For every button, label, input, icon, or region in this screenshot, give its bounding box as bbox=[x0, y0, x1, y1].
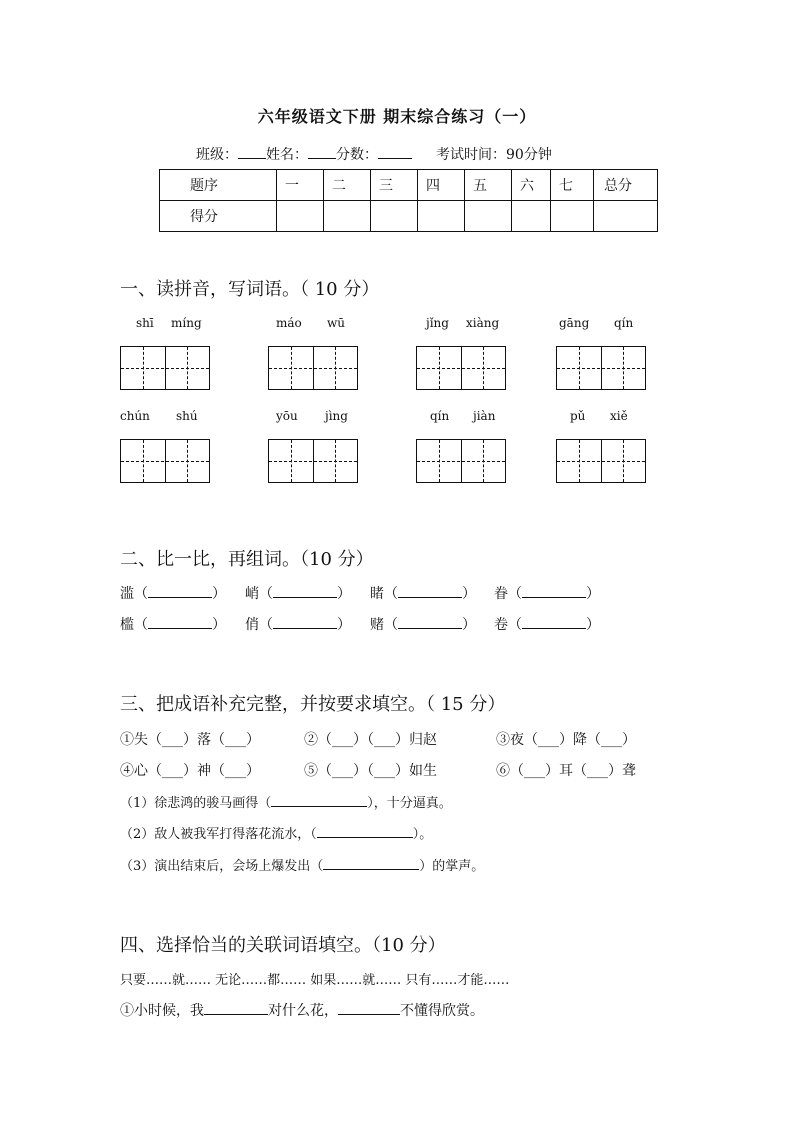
question-text: ），十分逼真。 bbox=[367, 796, 452, 811]
compare-char: 眷 bbox=[494, 586, 508, 602]
pinyin: gāng bbox=[559, 316, 590, 330]
answer-blank[interactable] bbox=[204, 1000, 268, 1015]
pinyin: wū bbox=[327, 316, 345, 330]
pinyin: máo bbox=[276, 316, 302, 330]
score-input-cell[interactable] bbox=[418, 201, 465, 232]
pinyin: shī bbox=[136, 316, 154, 330]
class-blank[interactable] bbox=[238, 144, 266, 159]
score-cell: 三 bbox=[371, 170, 418, 201]
compare-char: 槛 bbox=[120, 617, 134, 633]
compare-char: 卷 bbox=[494, 617, 508, 633]
score-row-label: 得分 bbox=[160, 201, 277, 232]
answer-blank[interactable] bbox=[271, 792, 367, 807]
question-line bbox=[120, 823, 432, 842]
compare-char: 俏 bbox=[245, 617, 259, 633]
score-input-cell[interactable] bbox=[512, 201, 551, 232]
writing-box[interactable] bbox=[120, 346, 210, 390]
compare-char: 赌 bbox=[370, 617, 384, 633]
word-blank[interactable] bbox=[522, 614, 586, 629]
score-table-header-row bbox=[160, 170, 658, 201]
compare-item: 眷（ ） bbox=[494, 583, 600, 603]
word-blank[interactable] bbox=[148, 583, 212, 598]
writing-box[interactable] bbox=[416, 439, 506, 483]
score-cell: 六 bbox=[512, 170, 551, 201]
question-line bbox=[120, 792, 452, 811]
compare-item: 槛（ ） bbox=[120, 614, 226, 634]
student-info-line bbox=[196, 144, 552, 164]
writing-box[interactable] bbox=[120, 439, 210, 483]
question-text: 对什么花， bbox=[268, 1003, 338, 1019]
score-cell: 七 bbox=[551, 170, 594, 201]
score-label: 分数： bbox=[336, 147, 378, 163]
pinyin: qín bbox=[614, 316, 634, 330]
score-input-cell[interactable] bbox=[277, 201, 324, 232]
score-cell: 总分 bbox=[594, 170, 658, 201]
compare-char: 滥 bbox=[120, 586, 134, 602]
section2-heading: 二、比一比，再组词。（10 分） bbox=[120, 549, 374, 570]
idiom-item[interactable]: ⑥（___）耳（___）聋 bbox=[496, 763, 636, 779]
question-text: 不懂得欣赏。 bbox=[400, 1003, 484, 1019]
pinyin: yōu bbox=[276, 409, 298, 423]
conjunction-options: 只要……就…… 无论……都…… 如果……就…… 只有……才能…… bbox=[120, 973, 510, 988]
idiom-item[interactable]: ③夜（___）降（___） bbox=[496, 732, 636, 748]
section4-heading: 四、选择恰当的关联词语填空。（10 分） bbox=[120, 935, 446, 956]
score-input-cell[interactable] bbox=[465, 201, 512, 232]
word-blank[interactable] bbox=[273, 614, 337, 629]
pinyin: jìng bbox=[325, 409, 348, 423]
compare-char: 睹 bbox=[370, 586, 384, 602]
score-input-cell[interactable] bbox=[551, 201, 594, 232]
score-cell: 五 bbox=[465, 170, 512, 201]
compare-item: 峭（ ） bbox=[245, 583, 351, 603]
score-cell: 一 bbox=[277, 170, 324, 201]
question-line bbox=[120, 1000, 484, 1020]
compare-item: 赌（ ） bbox=[370, 614, 476, 634]
score-cell: 题序 bbox=[160, 170, 277, 201]
question-number: ① bbox=[120, 1003, 134, 1019]
question-text: （1）徐悲鸿的骏马画得（ bbox=[120, 796, 272, 811]
score-table-score-row bbox=[160, 201, 658, 232]
pinyin: qín bbox=[430, 409, 450, 423]
answer-blank[interactable] bbox=[323, 855, 419, 870]
compare-item: 俏（ ） bbox=[245, 614, 351, 634]
word-blank[interactable] bbox=[522, 583, 586, 598]
compare-item: 卷（ ） bbox=[494, 614, 600, 634]
word-blank[interactable] bbox=[273, 583, 337, 598]
writing-box[interactable] bbox=[268, 346, 358, 390]
pinyin: jǐng bbox=[426, 316, 449, 330]
writing-box[interactable] bbox=[556, 439, 646, 483]
pinyin: xiàng bbox=[466, 316, 500, 330]
score-cell: 二 bbox=[324, 170, 371, 201]
writing-box[interactable] bbox=[416, 346, 506, 390]
pinyin: pǔ bbox=[570, 409, 586, 423]
compare-item: 睹（ ） bbox=[370, 583, 476, 603]
section1-heading: 一、读拼音，写词语。（ 10 分） bbox=[120, 279, 380, 300]
score-input-cell[interactable] bbox=[371, 201, 418, 232]
answer-blank[interactable] bbox=[338, 1000, 400, 1015]
question-line bbox=[120, 855, 484, 874]
pinyin: chún bbox=[120, 409, 150, 423]
word-blank[interactable] bbox=[398, 583, 462, 598]
pinyin: shú bbox=[176, 409, 198, 423]
score-input-cell[interactable] bbox=[594, 201, 658, 232]
writing-box[interactable] bbox=[556, 346, 646, 390]
score-table bbox=[159, 169, 658, 232]
idiom-item[interactable]: ②（___）（___）归赵 bbox=[304, 732, 437, 748]
page-title: 六年级语文下册 期末综合练习（一） bbox=[257, 107, 537, 126]
question-text: ）的掌声。 bbox=[419, 859, 485, 874]
score-blank[interactable] bbox=[378, 144, 412, 159]
question-text: （2）敌人被我军打得落花流水，（ bbox=[120, 827, 317, 842]
idiom-item[interactable]: ④心（___）神（___） bbox=[120, 763, 260, 779]
name-blank[interactable] bbox=[308, 144, 336, 159]
writing-box[interactable] bbox=[268, 439, 358, 483]
compare-item: 滥（ ） bbox=[120, 583, 226, 603]
question-text: ）。 bbox=[412, 827, 433, 842]
pinyin: xiě bbox=[610, 409, 628, 423]
pinyin: jiàn bbox=[473, 409, 496, 423]
section3-heading: 三、把成语补充完整，并按要求填空。（ 15 分） bbox=[120, 694, 506, 715]
idiom-item[interactable]: ①失（___）落（___） bbox=[120, 732, 260, 748]
compare-char: 峭 bbox=[245, 586, 259, 602]
question-text: 小时候，我 bbox=[134, 1003, 204, 1019]
idiom-item[interactable]: ⑤（___）（___）如生 bbox=[304, 763, 437, 779]
pinyin: míng bbox=[171, 316, 202, 330]
word-blank[interactable] bbox=[148, 614, 212, 629]
question-text: （3）演出结束后，会场上爆发出（ bbox=[120, 859, 324, 874]
time-label: 考试时间：90分钟 bbox=[436, 147, 552, 163]
answer-blank[interactable] bbox=[317, 823, 413, 838]
word-blank[interactable] bbox=[398, 614, 462, 629]
name-label: 姓名： bbox=[266, 147, 308, 163]
class-label: 班级： bbox=[196, 147, 238, 163]
score-input-cell[interactable] bbox=[324, 201, 371, 232]
score-cell: 四 bbox=[418, 170, 465, 201]
